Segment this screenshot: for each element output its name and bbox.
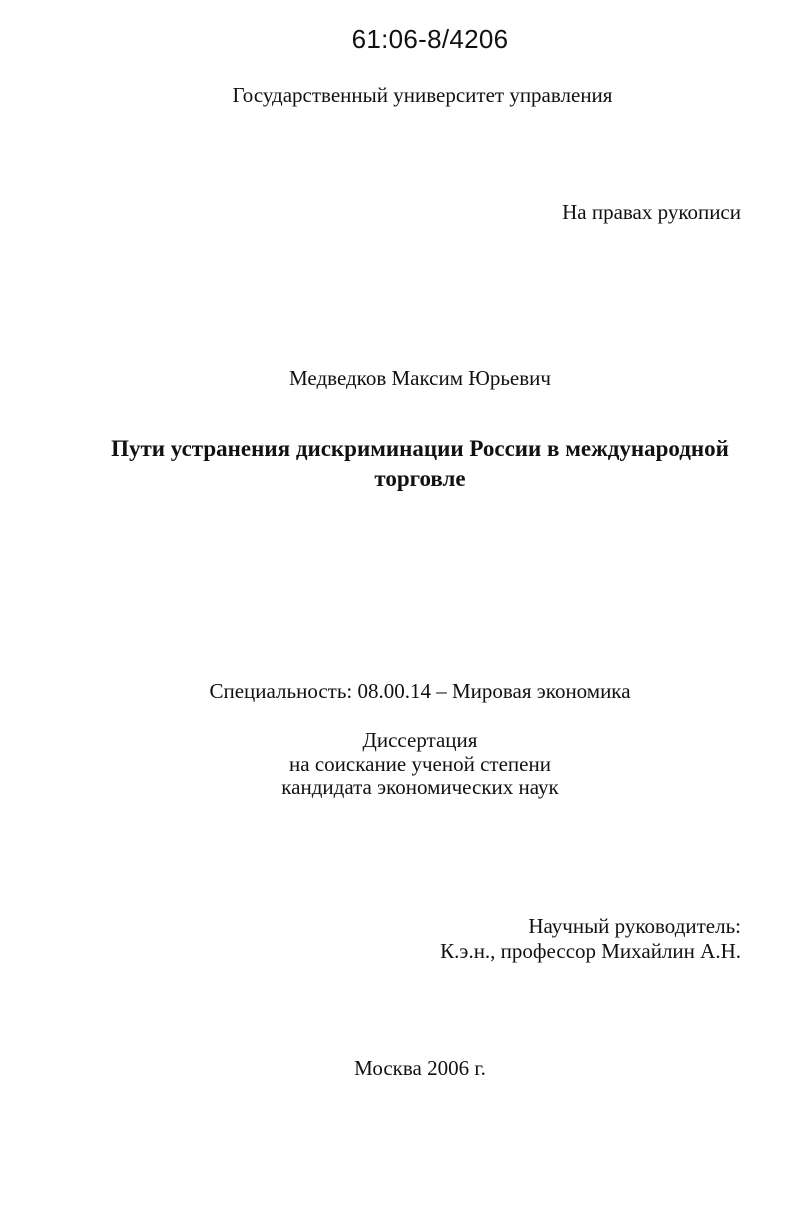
institution-name: Государственный университет управления <box>232 83 613 107</box>
place-and-year: Москва 2006 г. <box>354 1056 486 1080</box>
manuscript-rights-note: На правах рукописи <box>562 200 741 224</box>
specialty-line: Специальность: 08.00.14 – Мировая экономика <box>209 679 631 703</box>
supervisor-name: К.э.н., профессор Михайлин А.Н. <box>440 939 741 963</box>
dissertation-degree: кандидата экономических наук <box>281 775 559 799</box>
dissertation-purpose: на соискание ученой степени <box>289 752 551 776</box>
dissertation-title-line-2: торговле <box>374 466 466 491</box>
registry-number: 61:06-8/4206 <box>351 24 509 54</box>
dissertation-type: Диссертация <box>362 728 478 752</box>
author-name: Медведков Максим Юрьевич <box>289 366 551 390</box>
dissertation-title-line-1: Пути устранения дискриминации России в международной <box>111 436 729 461</box>
supervisor-label: Научный руководитель: <box>528 914 741 938</box>
